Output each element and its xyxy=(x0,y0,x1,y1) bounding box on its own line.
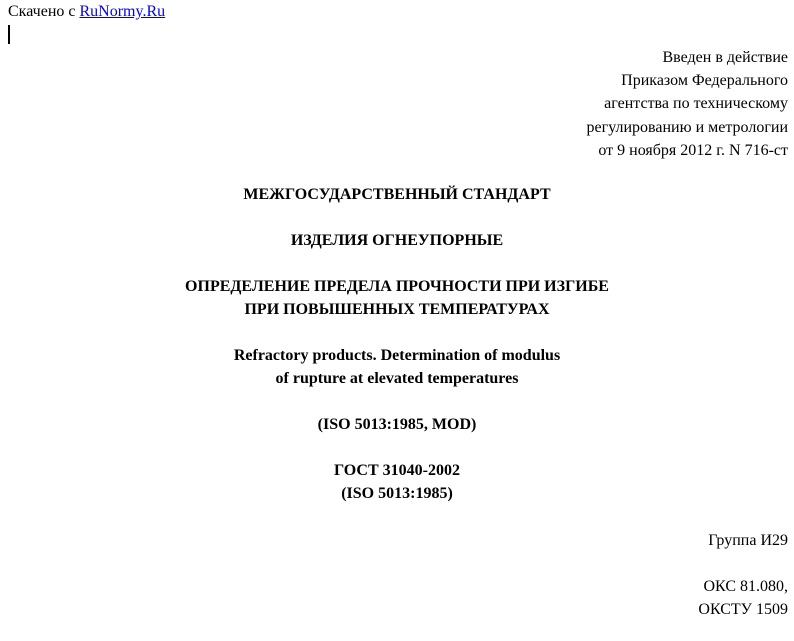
product-title: ИЗДЕЛИЯ ОГНЕУПОРНЫЕ xyxy=(290,232,504,249)
standard-heading: МЕЖГОСУДАРСТВЕННЫЙ СТАНДАРТ xyxy=(243,186,551,203)
introduction-block xyxy=(587,46,788,162)
iso-modification: (ISO 5013:1985, MOD) xyxy=(317,416,477,433)
source-prefix: Скачено с xyxy=(8,3,76,20)
intro-line: агентства по техническому xyxy=(604,95,788,113)
oks-code: ОКС 81.080, xyxy=(703,578,788,595)
title-english-line: Refractory products. Determination of modulus xyxy=(233,347,561,364)
intro-line: регулированию и метрологии xyxy=(586,118,788,136)
title-russian-line: ПРИ ПОВЫШЕННЫХ ТЕМПЕРАТУРАХ xyxy=(244,301,550,318)
source-line xyxy=(8,2,165,22)
title-russian xyxy=(0,275,794,321)
okstu-code: ОКСТУ 1509 xyxy=(698,601,788,619)
title-english-line: of rupture at elevated temperatures xyxy=(275,370,519,387)
title-english xyxy=(0,344,794,390)
gost-number: ГОСТ 31040-2002 xyxy=(334,462,460,479)
title-russian-line: ОПРЕДЕЛЕНИЕ ПРЕДЕЛА ПРОЧНОСТИ ПРИ ИЗГИБЕ xyxy=(185,278,609,295)
source-link[interactable]: RuNormy.Ru xyxy=(79,3,166,20)
intro-line: Введен в действие xyxy=(662,49,788,66)
intro-line: Приказом Федерального xyxy=(621,72,788,90)
classification-codes xyxy=(698,575,788,621)
gost-iso-reference: (ISO 5013:1985) xyxy=(341,485,453,502)
group-label: Группа И29 xyxy=(708,532,788,549)
intro-line: от 9 ноября 2012 г. N 716-ст xyxy=(598,141,788,159)
text-cursor xyxy=(8,25,10,44)
gost-designation xyxy=(0,459,794,505)
